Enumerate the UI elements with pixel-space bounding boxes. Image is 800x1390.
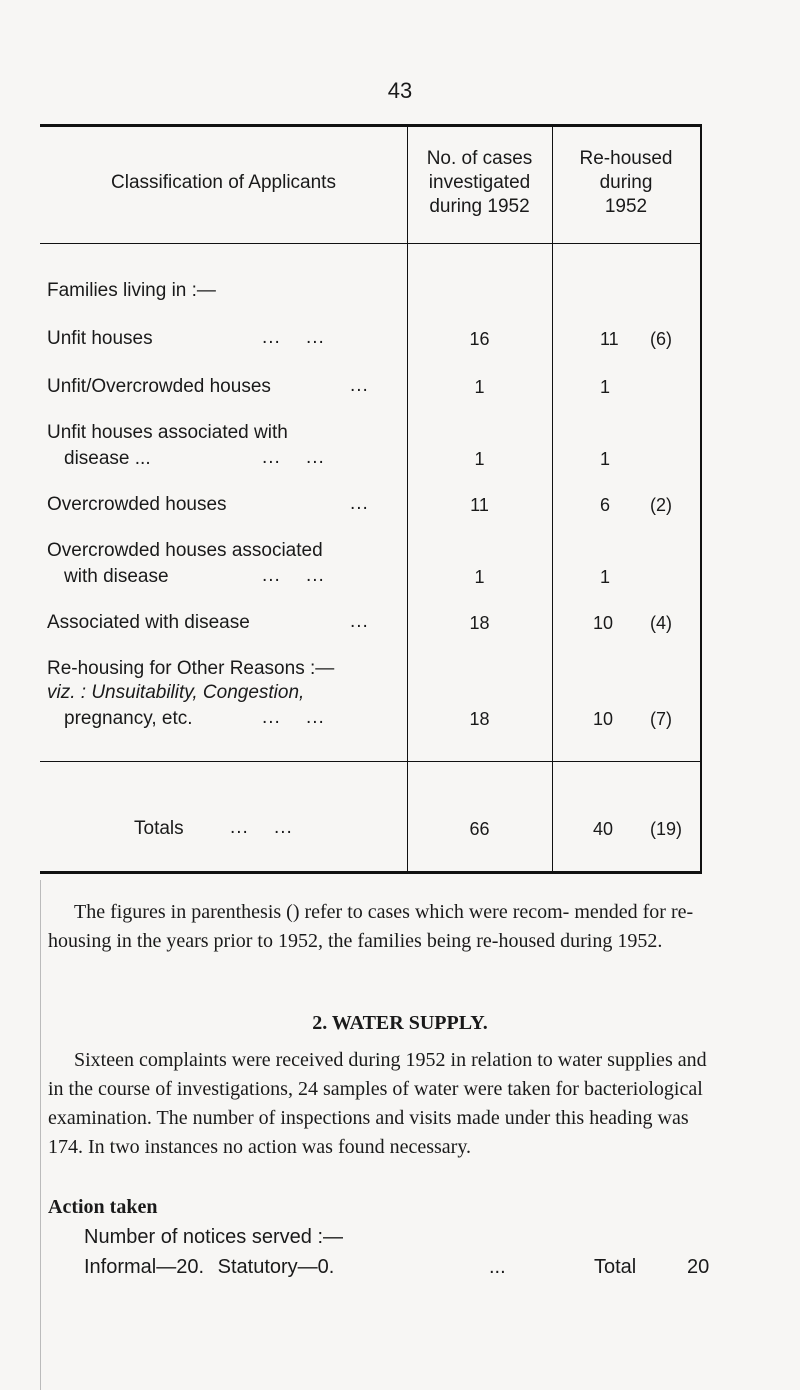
row-rehoused: 10	[593, 709, 614, 729]
row-label: with disease	[64, 566, 169, 587]
statutory-count: Statutory—0.	[217, 1256, 335, 1278]
row-label: Re-housing for Other Reasons :—	[47, 658, 335, 679]
row-cases: 1	[474, 377, 485, 397]
row-rehoused: 1	[600, 567, 611, 587]
header-rehoused: Re-housed during 1952	[579, 148, 673, 217]
row-label: pregnancy, etc.	[64, 708, 193, 729]
row-rehoused: 6	[600, 495, 611, 515]
header-classification: Classification of Applicants	[111, 172, 336, 193]
row-label: Overcrowded houses associated	[47, 540, 323, 561]
row-prior: (7)	[650, 709, 672, 729]
notices-summary	[84, 1256, 710, 1279]
leader-dots: ...	[489, 1256, 506, 1278]
row-label: Unfit houses	[47, 328, 153, 349]
totals-prior: (19)	[650, 819, 683, 839]
row-cases: 16	[469, 329, 490, 349]
page-number: 43	[387, 78, 413, 103]
totals-label: Totals	[134, 818, 184, 839]
row-cases: 1	[474, 567, 485, 587]
row-prior: (2)	[650, 495, 672, 515]
header-cases: No. of cases investigated during 1952	[426, 148, 533, 217]
leader-dots: ... ...	[262, 565, 325, 586]
leader-dots: ... ...	[262, 327, 325, 348]
totals-rehoused: 40	[593, 819, 614, 839]
leader-dots: ... ...	[262, 707, 325, 728]
parenthesis-note: The figures in parenthesis () refer to cases which were recom- mended for re-housing in the years prior to 1952, the families being re-housed during 1952.	[48, 901, 694, 952]
row-label: Associated with disease	[47, 612, 250, 633]
row-rehoused: 10	[593, 613, 614, 633]
totals-cases: 66	[469, 819, 490, 839]
section-label: Families living in :—	[47, 280, 216, 301]
row-cases: 1	[474, 449, 485, 469]
applicants-table	[40, 124, 702, 874]
total-value: 20	[687, 1256, 710, 1278]
column-divider	[552, 127, 553, 871]
row-prior: (6)	[650, 329, 672, 349]
section-heading: 2. WATER SUPPLY.	[312, 1012, 488, 1034]
leader-dots: ...	[350, 611, 369, 632]
row-cases: 11	[470, 495, 489, 515]
leader-dots: ...	[350, 493, 369, 514]
leader-dots: ... ...	[230, 817, 293, 838]
water-supply-paragraph: Sixteen complaints were received during 1952 in relation to water supplies and in the course of investigations, 24 samples of water were taken for bacteriological examination. The number of inspections and visits made under this heading was 174. In two instances no action was found necessary.	[48, 1049, 707, 1158]
row-label: Overcrowded houses	[47, 494, 227, 515]
leader-dots: ...	[350, 375, 369, 396]
action-heading: Action taken	[48, 1196, 158, 1218]
notices-label: Number of notices served :—	[84, 1226, 343, 1248]
row-label: disease ...	[64, 448, 151, 469]
row-prior: (4)	[650, 613, 672, 633]
row-label: Unfit/Overcrowded houses	[47, 376, 271, 397]
row-rehoused: 1	[600, 449, 611, 469]
leader-dots: ... ...	[262, 447, 325, 468]
informal-count: Informal—20.	[84, 1256, 205, 1278]
row-rehoused: 11	[600, 329, 619, 349]
binding-edge	[40, 880, 41, 1390]
row-label: Unfit houses associated with	[47, 422, 288, 443]
totals-divider	[40, 761, 700, 762]
row-cases: 18	[469, 613, 490, 633]
total-label: Total	[594, 1256, 637, 1278]
row-label: viz. : Unsuitability, Congestion,	[47, 682, 305, 703]
header-divider	[40, 243, 700, 244]
row-cases: 18	[469, 709, 490, 729]
row-rehoused: 1	[600, 377, 611, 397]
